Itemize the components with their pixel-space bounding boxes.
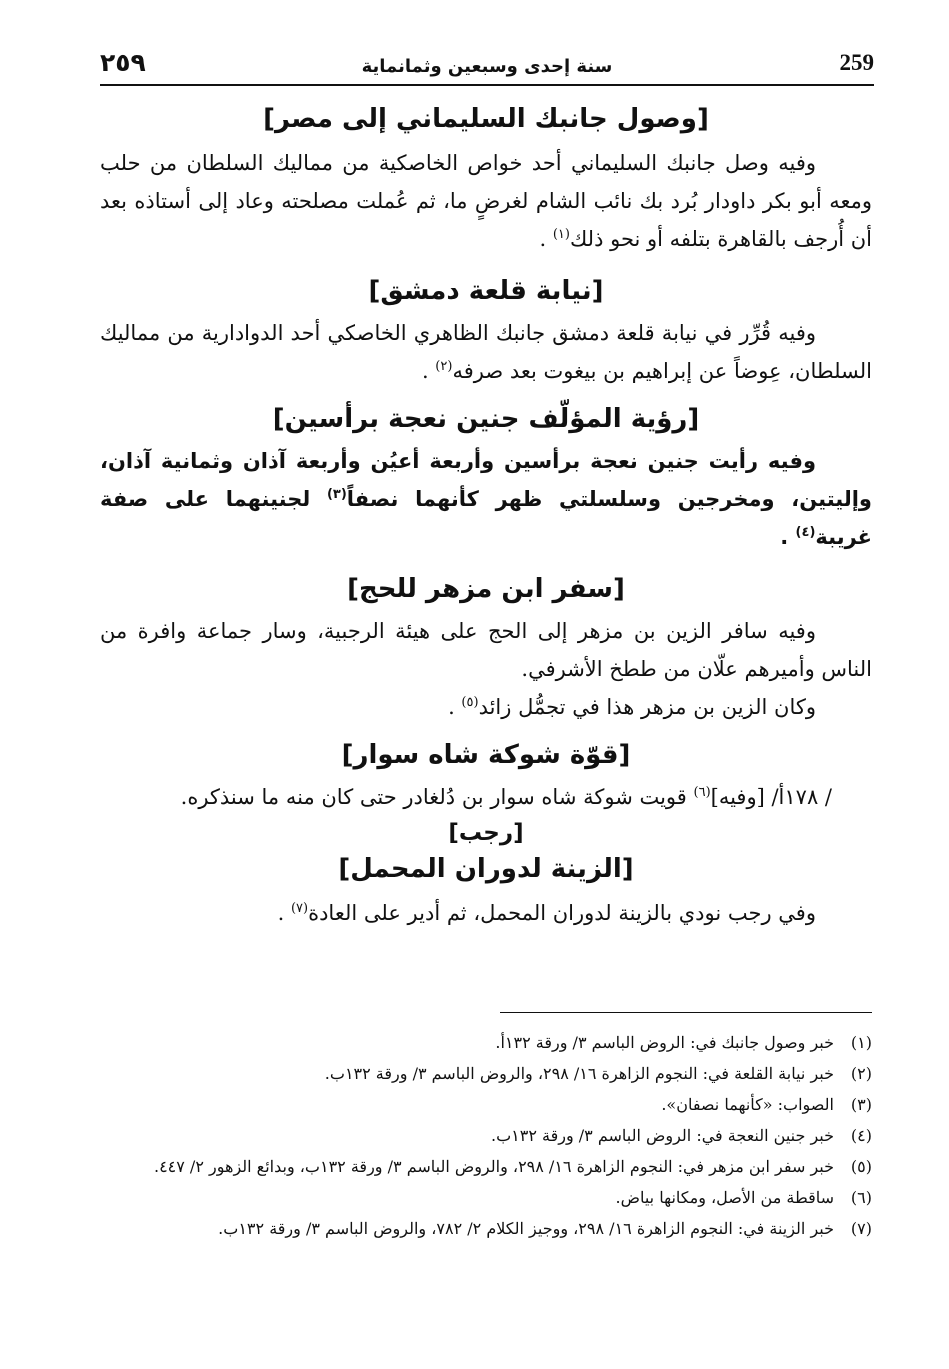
footnote — [100, 1151, 872, 1182]
page-header — [100, 44, 874, 84]
footnote-ref: (٥) — [461, 695, 479, 710]
footnote-text: خبر سفر ابن مزهر في: النجوم الزاهرة ١٦/ ٢٩٨، والروض الباسم ٣/ ورقة ١٣٢ب، وبدائع الزهور ٢/ ٤٤٧. — [153, 1157, 834, 1176]
section-heading: [سفر ابن مزهر للحج] — [347, 574, 625, 604]
footnote-number: (٧) — [850, 1219, 872, 1238]
section-heading: [وصول جانبك السليماني إلى مصر] — [263, 104, 709, 134]
section-heading: [رؤية المؤلّف جنين نعجة برأسين] — [272, 404, 700, 434]
footnotes — [100, 1027, 872, 1244]
footnote-text: خبر وصول جانبك في: الروض الباسم ٣/ ورقة ١٣٢أ. — [495, 1033, 834, 1052]
section-paragraph: وفيه سافر الزين بن مزهر إلى الحج على هيئة الرجبية، وسار جماعة وافرة من الناس وأميرهم علّان من ططخ الأشرفي. — [100, 619, 872, 681]
footnote — [100, 1089, 872, 1120]
footnote — [100, 1182, 872, 1213]
footnote — [100, 1058, 872, 1089]
footnote-text: الصواب: «كأنهما نصفان». — [661, 1095, 834, 1114]
footnote-ref: (٢) — [435, 359, 453, 374]
footnote — [100, 1027, 872, 1058]
footnote-number: (٥) — [850, 1157, 872, 1176]
section-heading: [نيابة قلعة دمشق] — [368, 276, 604, 306]
footnote-ref: (٧) — [290, 901, 309, 916]
month-heading: [رجب] — [448, 820, 524, 846]
footnote-ref: (١) — [552, 227, 570, 242]
page-number: 259 — [839, 50, 874, 75]
page-number-arabic: ٢٥٩ — [100, 48, 146, 77]
footnote-number: (٢) — [850, 1064, 872, 1083]
footnote-text: ساقطة من الأصل، ومكانها بياض. — [615, 1188, 834, 1207]
footnote-ref: (٦) — [693, 785, 711, 800]
section-heading: [الزينة لدوران المحمل] — [338, 854, 634, 884]
section-paragraph: وفيه وصل جانبك السليماني أحد خواص الخاصكية من مماليك السلطان من حلب ومعه أبو بكر داودار بُرد بك نائب الشام لغرضٍ ما، ثم عُملت مصلحته وعاد إلى أستاذه بعد أن أُرجف بالقاهرة بتلفه أو نحو ذلك$^{(١)}$ . — [100, 151, 872, 251]
footnote-text: خبر الزينة في: النجوم الزاهرة ١٦/ ٢٩٨، ووجيز الكلام ٢/ ٧٨٢، والروض الباسم ٣/ ورقة ١٣٢ب. — [218, 1219, 834, 1238]
main-text — [100, 100, 872, 932]
footnote-number: (٦) — [850, 1188, 872, 1207]
section-paragraph: وفيه قُرِّر في نيابة قلعة دمشق جانبك الظاهري الخاصكي أحد الدوادارية من مماليك السلطان، عِوضاً عن إبراهيم بن بيغوت بعد صرفه$^{(٢)}$ . — [100, 321, 872, 383]
footnote — [100, 1120, 872, 1151]
footnote-rule — [500, 1012, 872, 1013]
footnote-number: (٤) — [850, 1126, 872, 1145]
footnote-ref: (٤) — [795, 525, 816, 540]
section-paragraph: وكان الزين بن مزهر هذا في تجمُّل زائد$^{(٥)}$ . — [448, 695, 816, 719]
folio-marker: / ١٧٨أ/ [وفيه] — [710, 785, 832, 809]
footnote — [100, 1213, 872, 1244]
footnote-number: (٣) — [850, 1095, 872, 1114]
footnote-text: خبر نيابة القلعة في: النجوم الزاهرة ١٦/ ٢٩٨، والروض الباسم ٣/ ورقة ١٣٢ب. — [324, 1064, 834, 1083]
footnote-ref: (٣) — [326, 487, 347, 502]
footnote-number: (١) — [850, 1033, 872, 1052]
section-paragraph: / ١٧٨أ/ [وفيه]$^{(٦)}$ قويت شوكة شاه سوار بن دُلغادر حتى كان منه ما سنذكره. — [180, 785, 832, 809]
section-paragraph: وفيه رأيت جنين نعجة برأسين وأربعة أعيُن وأربعة آذان وثمانية آذان، وإليتين، ومخرجين وسلسلتي ظهر كأنهما نصفاً$^{(٣)}$ لجنينهما على صفة غريبة$^{(٤)}$ . — [100, 449, 872, 549]
section-paragraph: وفي رجب نودي بالزينة لدوران المحمل، ثم أدير على العادة$^{(٧)}$ . — [277, 901, 816, 925]
section-heading: [قوّة شوكة شاه سوار] — [341, 740, 631, 770]
header-rule — [100, 84, 874, 86]
footnote-text: خبر جنين النعجة في: الروض الباسم ٣/ ورقة ١٣٢ب. — [490, 1126, 834, 1145]
running-title: سنة إحدى وسبعين وثمانماية — [361, 56, 613, 77]
